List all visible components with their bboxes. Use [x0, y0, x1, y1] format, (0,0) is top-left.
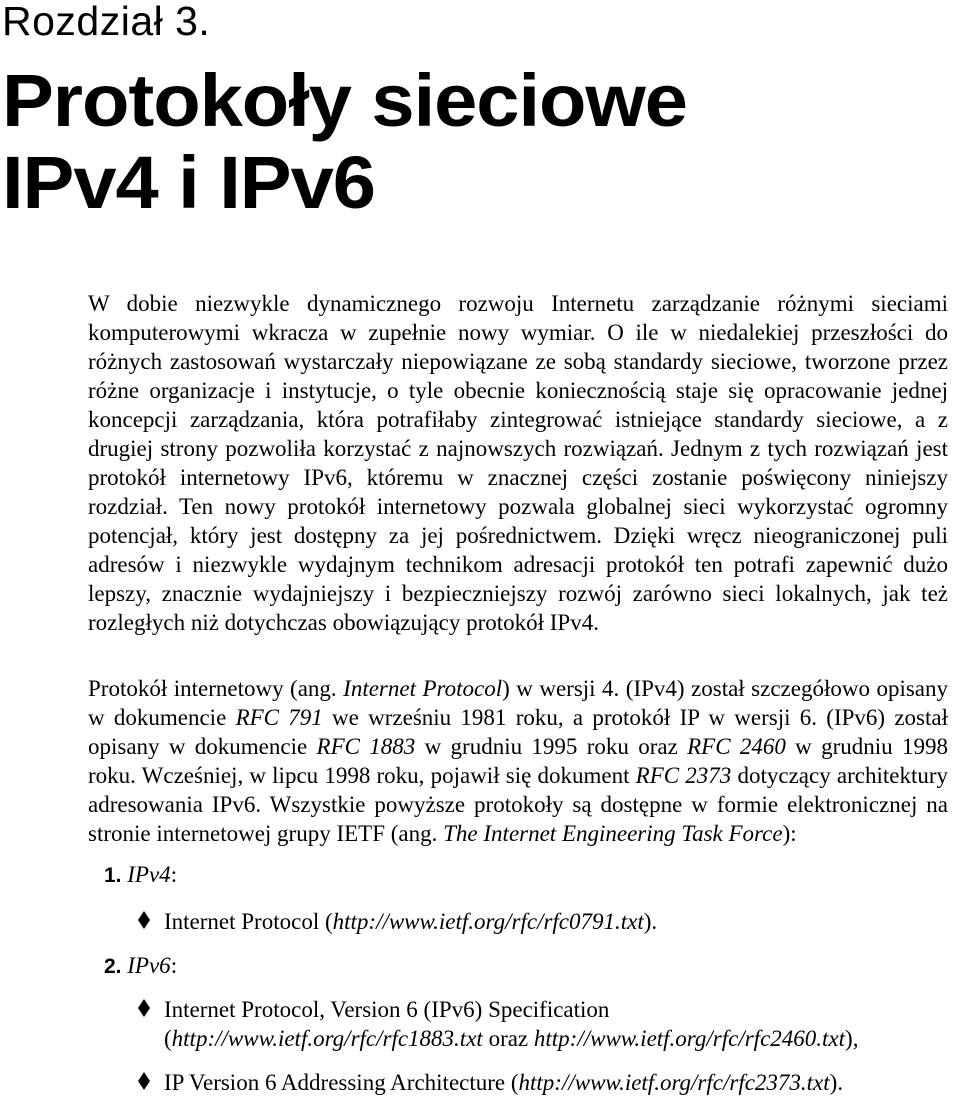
paragraph-rfc-text: w grudniu 1995 roku oraz	[415, 734, 688, 759]
paragraph-rfc-text: we wrześniu 1981 roku, a protokół IP w wersji 6. (IPv6) został opisany w dokumencie	[88, 705, 948, 759]
paragraph-rfc-text: Protokół internetowy (ang.	[88, 676, 344, 701]
list-item-ipv6	[104, 951, 177, 981]
diamond-bullet-icon	[136, 995, 154, 1026]
paragraph-rfc-text: dotyczący architektury adresowania IPv6. Wszystkie powyższe protokoły są dostępne w formie elektronicznej na stronie internetowej grupy IETF (ang.	[88, 763, 948, 846]
list-colon: :	[170, 862, 178, 887]
link-rfc0791[interactable]: http://www.ietf.org/rfc/rfc0791.txt	[332, 909, 644, 934]
paragraph-rfc-italic: RFC 2460	[687, 734, 786, 759]
list-colon: :	[170, 953, 178, 978]
chapter-label: Rozdział 3.	[2, 0, 211, 44]
bullet-text-plain: oraz	[482, 1026, 534, 1051]
list-number: 1.	[104, 864, 122, 887]
list-label: IPv6	[127, 953, 171, 978]
paragraph-intro: W dobie niezwykle dynamicznego rozwoju Internetu zarządzanie różnymi sieciami komputerowymi wkracza w zupełnie nowy wymiar. O ile w niedalekiej przeszłości do różnych zastosowań wystarczały niepowiązane ze sobą standardy sieciowe, tworzone przez różne organizacje i instytucje, o tyle obecnie koniecznością staje się opracowanie jednej koncepcji zarządzania, która potrafiłaby zintegrować istniejące standardy sieciowe, a z drugiej strony pozwoliła korzystać z najnowszych rozwiązań. Jednym z tych rozwiązań jest protokół internetowy IPv6, któremu w znacznej części zostanie poświęcony niniejszy rozdział. Ten nowy protokół internetowy pozwala globalnej sieci wykorzystać ogromny potencjał, który jest dostępny za jej pośrednictwem. Dzięki wręcz nieograniczonej puli adresów i niezwykle wydajnym technikom adresacji protokół ten potrafi zapewnić dużo lepszy, znacznie wydajniejszy i bezpieczniejszy rozwój zarówno sieci lokalnych, jak też rozległych niż dotychczas obowiązujący protokół IPv4.	[88, 291, 948, 635]
list-label: IPv4	[127, 862, 171, 887]
paragraph-rfc-italic: RFC 1883	[316, 734, 416, 759]
bullet-text-plain: IP Version 6 Addressing Architecture (	[164, 1070, 519, 1095]
paragraph-rfc-text: ):	[782, 821, 797, 846]
paragraph-rfc-text: ) w wersji 4. (IPv4) został szczegółowo opisany w dokumencie	[88, 676, 948, 730]
bullet-text-plain: Internet Protocol (	[164, 909, 333, 934]
link-rfc2373[interactable]: http://www.ietf.org/rfc/rfc2373.txt	[518, 1070, 830, 1095]
bullet-text-plain: ).	[829, 1070, 844, 1095]
bullet-text-plain: ),	[845, 1026, 859, 1051]
paragraph-rfc-italic: Internet Protocol	[343, 676, 503, 701]
link-rfc2460[interactable]: http://www.ietf.org/rfc/rfc2460.txt	[533, 1026, 846, 1051]
paragraph-rfc	[88, 674, 948, 848]
paragraph-rfc-italic: RFC 2373	[635, 763, 732, 788]
link-rfc1883[interactable]: http://www.ietf.org/rfc/rfc1883.txt	[171, 1026, 483, 1051]
diamond-bullet-icon	[136, 1068, 154, 1099]
paragraph-rfc-text: w grudniu 1998 roku. Wcześniej, w lipcu 1998 roku, pojawił się dokument	[88, 734, 948, 788]
paragraph-rfc-italic: The Internet Engineering Task Force	[443, 821, 783, 846]
list-number: 2.	[104, 955, 122, 978]
diamond-bullet-icon	[136, 907, 154, 938]
list-item-ipv4	[104, 860, 177, 890]
bullet-text	[164, 995, 954, 1053]
bullet-text	[164, 1068, 954, 1097]
chapter-title-line-1: Protokoły sieciowe	[2, 59, 687, 142]
bullet-text-plain: ).	[643, 909, 658, 934]
chapter-title	[2, 60, 687, 224]
chapter-title-line-2: IPv4 i IPv6	[2, 141, 375, 224]
paragraph-rfc-italic: RFC 791	[235, 705, 323, 730]
bullet-text	[164, 907, 954, 936]
bullet-text-plain: Internet Protocol, Version 6 (IPv6) Specification	[164, 997, 610, 1022]
bullet-text-plain: (	[164, 1026, 172, 1051]
